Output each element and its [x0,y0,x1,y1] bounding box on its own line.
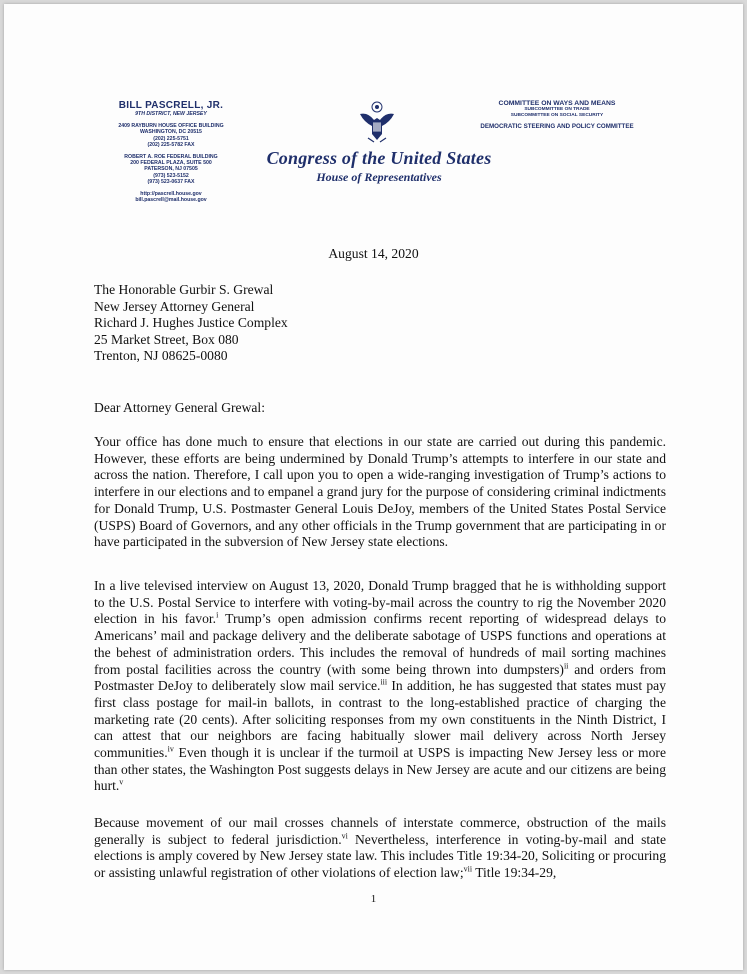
address-line: The Honorable Gurbir S. Grewal [94,282,274,297]
dc-office [86,123,256,148]
paragraph-text-run: Because movement of our mail crosses channels of interstate commerce, obstruction of the mails generally is subject to federal jurisdiction. [94,815,666,847]
letter-date: August 14, 2020 [328,246,419,261]
paragraph-1 [94,434,666,551]
paragraph-text-run: Even though it is unclear if the turmoil at USPS is impacting New Jersey less or more than other states, the Washington Post suggests delays in New Jersey are acute and our citizens are being hurt. [94,745,666,794]
eagle-seal-icon [358,100,396,146]
member-name: BILL PASCRELL, JR. [118,100,224,111]
congress-title: Congress of the United States [266,148,492,168]
address-line: 25 Market Street, Box 080 [94,331,239,347]
letterhead-title [254,148,504,185]
paragraph-text-run: and orders from Postmaster DeJoy to deliberately slow mail service. [94,661,666,694]
steering-committee: DEMOCRATIC STEERING AND POLICY COMMITTEE [480,123,634,130]
dc-office-line: WASHINGTON, DC 20515 [140,129,202,136]
address-line: New Jersey Attorney General [94,298,255,314]
footnote-ref[interactable]: vii [463,864,473,874]
district-office-line: PATERSON, NJ 07505 [144,166,198,173]
footnote-ref[interactable]: i [216,610,219,620]
paragraph-3 [94,815,666,882]
email-address: bill.pascrell@mail.house.gov [135,197,207,204]
district-office-line: ROBERT A. ROE FEDERAL BUILDING [124,154,218,161]
committee-name: COMMITTEE ON WAYS AND MEANS [498,100,616,107]
web-contact [86,191,256,203]
paragraph-text-run: Nevertheless, interference in voting-by-mail and state elections is amply covered by New Jersey state law. This includes Title 19:34-20, Soliciting or procuring or assisting unlawful registration of other violations of election law; [94,831,666,881]
footnote-ref[interactable]: ii [563,660,569,670]
recipient-address [94,282,288,365]
salutation: Dear Attorney General Grewal: [94,400,265,415]
letter-page [4,4,743,970]
dc-office-line: (202) 225-5782 FAX [147,141,195,148]
paragraph-3-text [94,815,666,882]
page-number: 1 [370,893,377,905]
district-office-line: (973) 523-0637 FAX [147,178,195,185]
footnote-ref[interactable]: v [119,777,124,787]
footnote-ref[interactable]: iv [167,744,174,754]
paragraph-text-run: In addition, he has suggested that states must pay first class postage for mail-in ballots, in contrast to the long-established practice of charging the marketing rate (20 cents). After soliciting responses from my own constituents in the Ninth District, I can attest that our neighbors are facing habitually slower mail delivery across North Jersey communities. [94,678,666,761]
letterhead-member-info [86,100,256,203]
address-line: Richard J. Hughes Justice Complex [94,315,288,331]
subcommittee-social-security: SUBCOMMITTEE ON SOCIAL SECURITY [510,113,604,118]
website-link: http://pascrell.house.gov [140,191,202,198]
dc-office-line: (202) 225-5751 [153,135,189,142]
footnote-ref[interactable]: vi [341,831,348,841]
paragraph-text-run: Trump’s open admission confirms recent reporting of widespread delays to Americans’ mail and package delivery and the deliberate sabotage of USPS functions and operations at the behest of administration orders. This includes the removal of hundreds of mail sorting machines from postal facilities across the country (with some being thrown into dumpsters) [94,611,666,677]
paragraph-text-run: Title 19:34-29, [472,865,557,881]
member-district: 9TH DISTRICT, NEW JERSEY [135,111,207,117]
subcommittee-trade: SUBCOMMITTEE ON TRADE [524,107,590,112]
house-title: House of Representatives [316,170,442,184]
footnote-ref[interactable]: iii [380,677,388,687]
district-office [86,154,256,185]
district-office-line: (973) 523-5152 [153,172,189,179]
paragraph-text-run: In a live televised interview on August 13, 2020, Donald Trump bragged that he is withholding support to the U.S. Postal Service to interfere with voting-by-mail across the country to rig the November 2020 election in his favor. [94,578,666,627]
paragraph-1-text: Your office has done much to ensure that elections in our state are carried out during this pandemic. However, these efforts are being undermined by Donald Trump’s attempts to interfere in our state and across the nation. Therefore, I call upon you to open a wide-ranging investigation of Trump’s actions to interfere in our elections and to empanel a grand jury for the purpose of considering criminal indictments for Donald Trump, U.S. Postmaster General Louis DeJoy, members of the United States Postal Service (USPS) Board of Governors, and any other officials in the Trump government that are participating in or have participated in the subversion of New Jersey state elections. [94,434,666,550]
paragraph-2 [94,578,666,795]
dc-office-line: 2409 RAYBURN HOUSE OFFICE BUILDING [118,123,224,130]
letterhead-committees [467,100,647,130]
paragraph-2-text [94,578,666,795]
district-office-line: 200 FEDERAL PLAZA, SUITE 500 [130,160,212,167]
address-line: Trenton, NJ 08625-0080 [94,348,228,364]
